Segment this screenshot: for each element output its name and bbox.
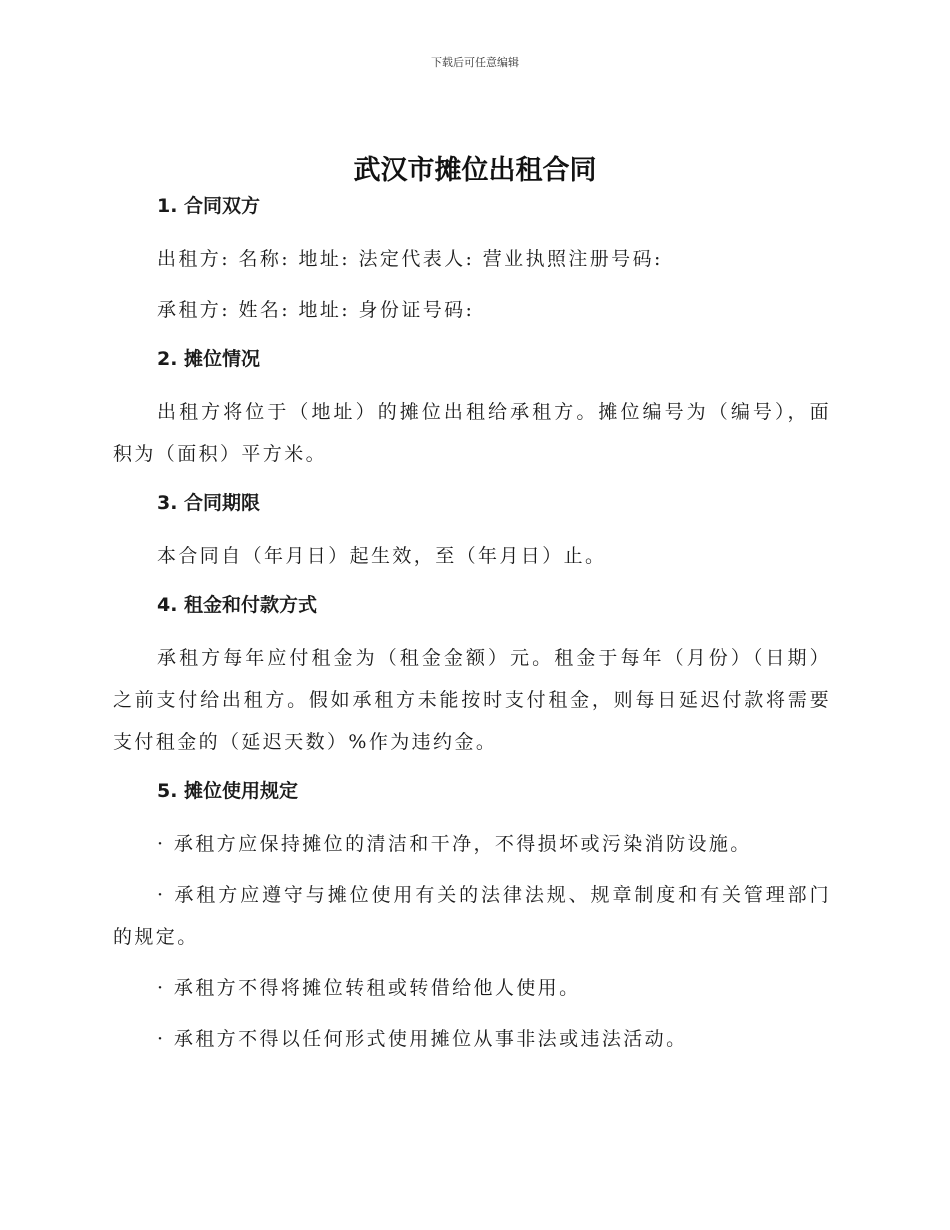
section-booth-info bbox=[113, 341, 831, 475]
paragraph: 出租方将位于（地址）的摊位出租给承租方。摊位编号为（编号），面积为（面积）平方米。 bbox=[113, 401, 831, 465]
paragraph: 本合同自（年月日）起生效，至（年月日）止。 bbox=[157, 545, 607, 567]
list-item: · 承租方不得以任何形式使用摊位从事非法或违法活动。 bbox=[157, 1028, 688, 1050]
paragraph: 承租方: 姓名: 地址: 身份证号码: bbox=[157, 299, 475, 321]
section-heading: 3. 合同期限 bbox=[157, 492, 261, 514]
section-parties bbox=[113, 188, 831, 331]
paragraph: 承租方每年应付租金为（租金金额）元。租金于每年（月份）（日期）之前支付给出租方。假如承租方未能按时支付租金，则每日延迟付款将需要支付租金的（延迟天数）%作为违约金。 bbox=[113, 647, 831, 753]
document-body bbox=[113, 188, 831, 1060]
list-item: · 承租方应保持摊位的清洁和干净，不得损坏或污染消防设施。 bbox=[157, 833, 752, 855]
section-usage-rules bbox=[113, 773, 831, 1060]
paragraph: 出租方: 名称: 地址: 法定代表人: 营业执照注册号码: bbox=[157, 248, 663, 270]
section-rent-payment bbox=[113, 587, 831, 763]
list-item: · 承租方应遵守与摊位使用有关的法律法规、规章制度和有关管理部门的规定。 bbox=[113, 884, 831, 948]
header-note: 下载后可任意编辑 bbox=[431, 56, 519, 69]
section-heading: 4. 租金和付款方式 bbox=[157, 594, 318, 616]
document-title: 武汉市摊位出租合同 bbox=[353, 155, 597, 186]
section-heading: 1. 合同双方 bbox=[157, 195, 261, 217]
section-heading: 5. 摊位使用规定 bbox=[157, 780, 299, 802]
section-term bbox=[113, 485, 831, 577]
list-item: · 承租方不得将摊位转租或转借给他人使用。 bbox=[157, 977, 581, 999]
section-heading: 2. 摊位情况 bbox=[157, 348, 261, 370]
